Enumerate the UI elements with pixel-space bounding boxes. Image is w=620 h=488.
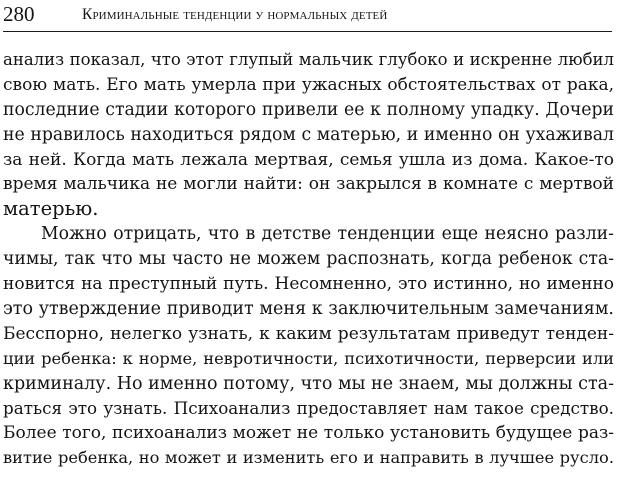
text-line: Можно отрицать, что в детстве тенденции еще неясно разли- [41, 224, 614, 245]
text-line: Более того, психоанализ может не только установить будущее раз- [3, 423, 614, 444]
text-line: матерью. [3, 197, 99, 221]
running-title: Криминальные тенденции у нормальных детей [82, 6, 388, 23]
page-number: 280 [3, 2, 35, 26]
text-line: витие ребенка, но может и изменить его и направить в лучшее русло. [3, 448, 614, 468]
paragraph-1 [3, 48, 614, 222]
text-line: последние стадии которого привели ее к полному упадку. Дочери [3, 99, 614, 120]
paragraph-2 [3, 222, 614, 471]
header-rule [3, 31, 612, 32]
text-line: анализ показал, что этот глупый мальчик глубоко и искренне любил [3, 50, 614, 69]
text-line: свою мать. Его мать умерла при ужасных обстоятельствах от рака, [3, 74, 614, 95]
text-line: Бесспорно, нелегко узнать, к каким результатам приведут тенден- [3, 323, 614, 344]
text-line: ции ребенка: к норме, невротичности, психотичности, перверсии или [3, 348, 614, 368]
text-line: это утверждение приводит меня к заключительным замечаниям. [3, 298, 614, 319]
text-line: не нравилось находиться рядом с матерью, и именно он ухаживал [3, 124, 614, 145]
text-line: раться это узнать. Психоанализ предоставляет нам такое средство. [3, 398, 614, 419]
text-line: за ней. Когда мать лежала мертвая, семья ушла из дома. Какое-то [3, 149, 614, 170]
text-line: время мальчика не могли найти: он закрылся в комнате с мертвой [3, 174, 614, 195]
page-header [3, 0, 613, 30]
body-text [3, 48, 614, 471]
text-line: криминалу. Но именно потому, что мы не знаем, мы должны ста- [3, 373, 614, 394]
text-line: чимы, так что мы часто не можем распознать, когда ребенок ста- [3, 249, 614, 270]
text-line: новится на преступный путь. Несомненно, это истинно, но именно [3, 274, 614, 295]
